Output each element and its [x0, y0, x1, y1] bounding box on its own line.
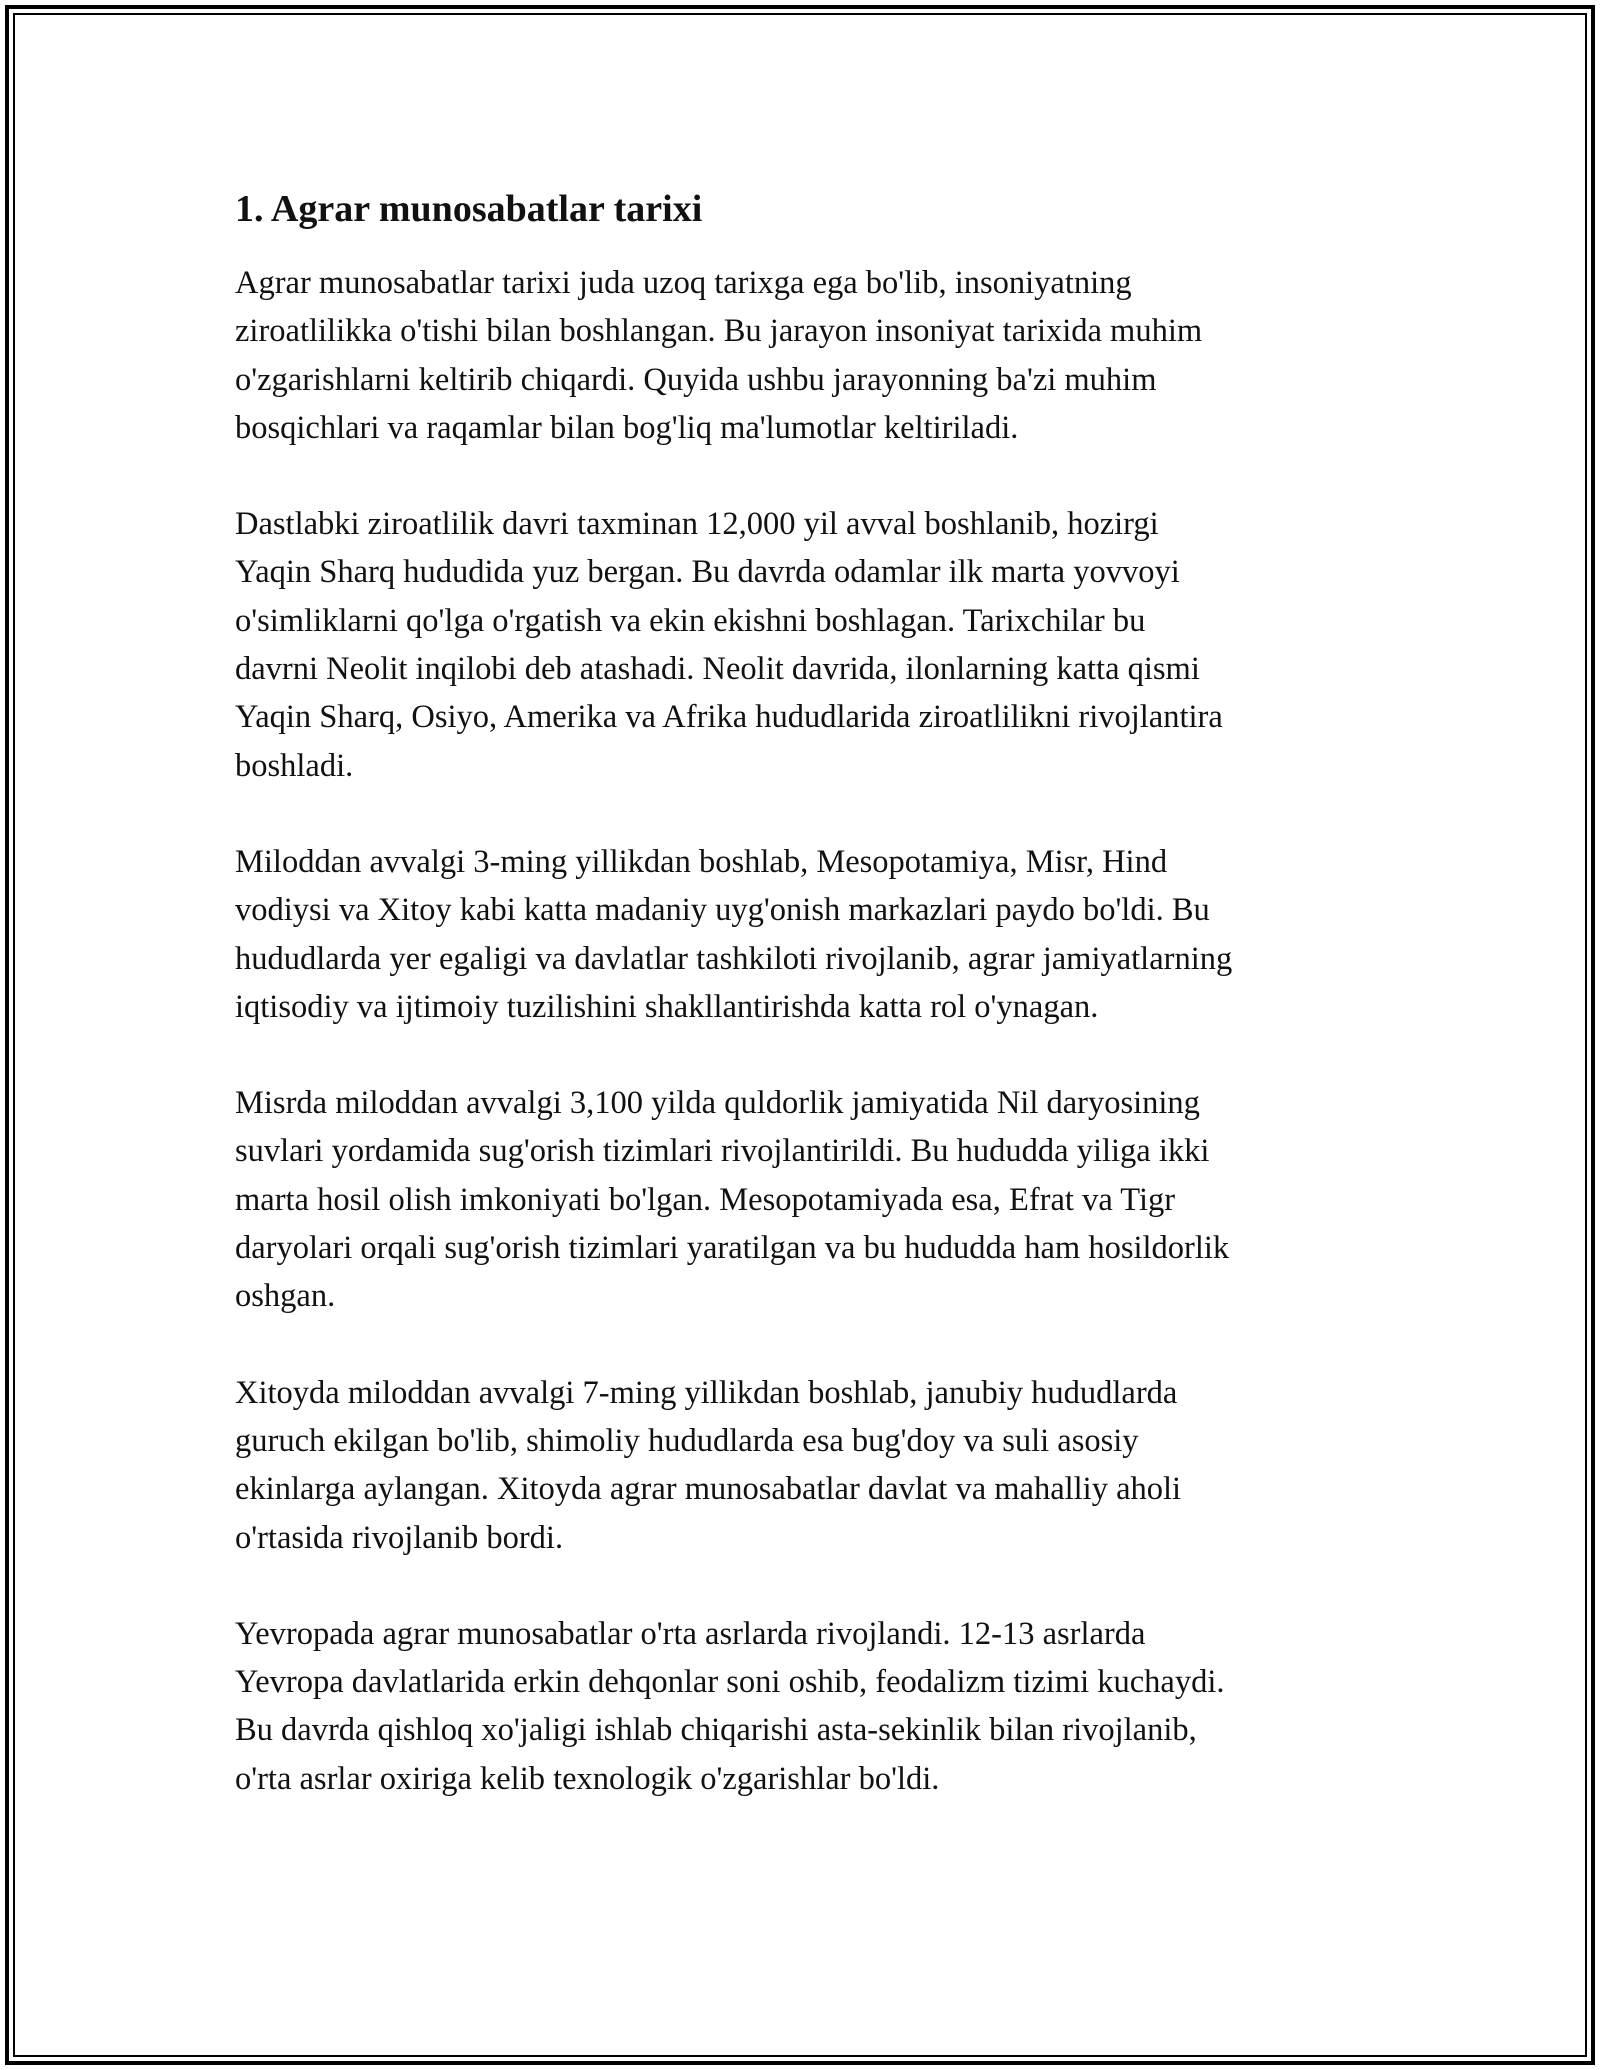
paragraph-china: Xitoyda miloddan avvalgi 7-ming yillikdan boshlab, janubiy hududlarda guruch ekilgan bo'lib, shimoliy hududlarda esa bug'doy va suli asosiy ekinlarga aylangan. Xitoyda agrar munosabatlar davlat va mahalliy aholi o'rtasida rivojlanib bordi. — [235, 1374, 1182, 1556]
paragraph-europe: Yevropada agrar munosabatlar o'rta asrlarda rivojlandi. 12-13 asrlarda Yevropa davlatlarida erkin dehqonlar soni oshib, feodalizm tizimi kuchaydi. Bu davrda qishloq xo'jaligi ishlab chiqarishi asta-sekinlik bilan rivojlanib, o'rta asrlar oxiriga kelib texnologik o'zgarishlar bo'ldi. — [235, 1615, 1225, 1797]
paragraph-intro: Agrar munosabatlar tarixi juda uzoq tarixga ega bo'lib, insoniyatning ziroatlilikka o'tishi bilan boshlangan. Bu jarayon insoniyat tarixida muhim o'zgarishlarni keltirib chiqardi. Quyida ushbu jarayonning ba'zi muhim bosqichlari va raqamlar bilan bog'liq ma'lumotlar keltiriladi. — [235, 265, 1203, 446]
paragraph-egypt-mesopotamia: Misrda miloddan avvalgi 3,100 yilda quldorlik jamiyatida Nil daryosining suvlari yordamida sug'orish tizimlari rivojlantirildi. Bu hududda yiliga ikki marta hosil olish imkoniyati bo'lgan. Mesopotamiyada esa, Efrat va Tigr daryolari orqali sug'orish tizimlari yaratilgan va bu hududda ham hosildorlik oshgan. — [235, 1085, 1230, 1315]
document-body — [235, 185, 1385, 1851]
paragraph-ancient-civilizations: Miloddan avvalgi 3-ming yillikdan boshlab, Mesopotamiya, Misr, Hind vodiysi va Xitoy kabi katta madaniy uyg'onish markazlari paydo bo'ldi. Bu hududlarda yer egaligi va davlatlar tashkiloti rivojlanib, agrar jamiyatlarning iqtisodiy va ijtimoiy tuzilishini shakllantirishda katta rol o'ynagan. — [235, 843, 1233, 1025]
paragraph-neolithic: Dastlabki ziroatlilik davri taxminan 12,000 yil avval boshlanib, hozirgi Yaqin Sharq hududida yuz bergan. Bu davrda odamlar ilk marta yovvoyi o'simliklarni qo'lga o'rgatish va ekin ekishni boshlagan. Tarixchilar bu davrni Neolit inqilobi deb atashadi. Neolit davrida, ilonlarning katta qismi Yaqin Sharq, Osiyo, Amerika va Afrika hududlarida ziroatlilikni rivojlantira boshladi. — [235, 506, 1223, 784]
section-title: 1. Agrar munosabatlar tarixi — [235, 188, 703, 230]
